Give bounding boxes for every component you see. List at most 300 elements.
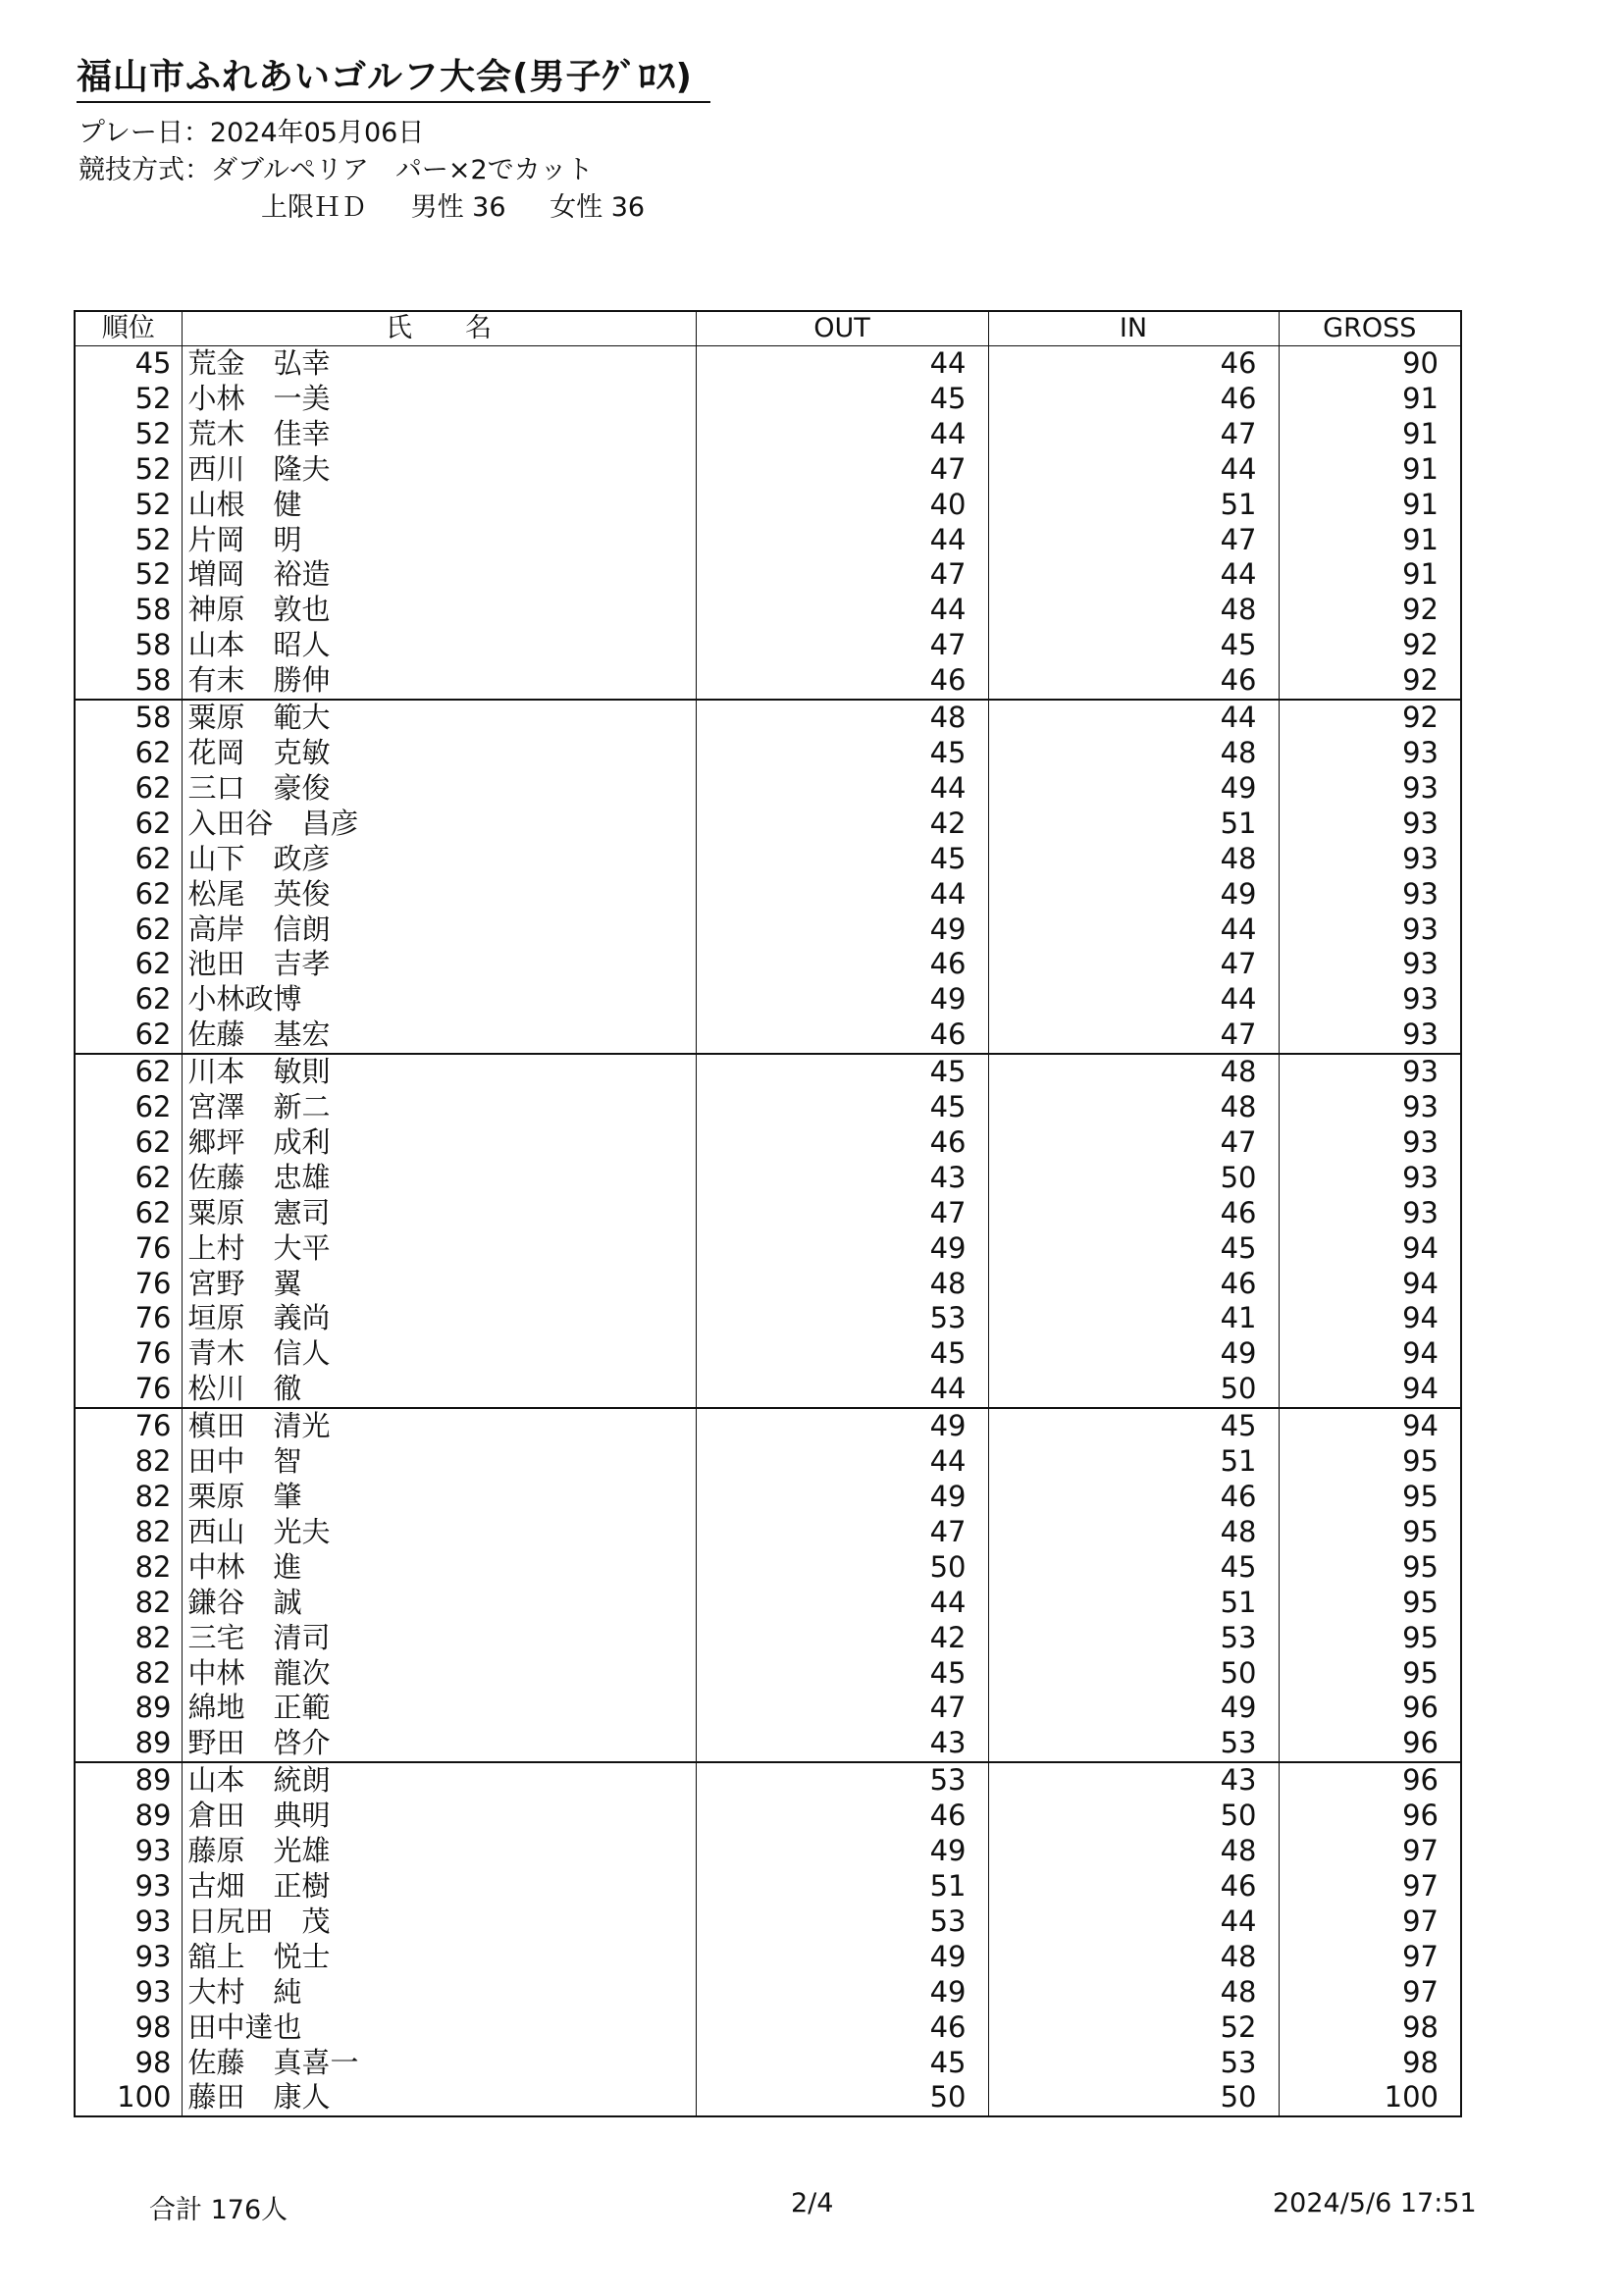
cell-gross: 94 <box>1279 1267 1461 1302</box>
cell-gross: 92 <box>1279 663 1461 700</box>
handicap-limit-female: 女性 36 <box>550 192 646 223</box>
cell-out: 44 <box>696 1444 988 1480</box>
header-name: 氏 名 <box>182 311 696 346</box>
cell-name: 佐藤 基宏 <box>182 1018 696 1054</box>
cell-name: 高岸 信朗 <box>182 913 696 948</box>
cell-name: 松尾 英俊 <box>182 877 696 913</box>
cell-in: 44 <box>988 700 1279 736</box>
handicap-limit-line <box>261 190 680 226</box>
cell-gross: 96 <box>1279 1799 1461 1834</box>
table-row <box>75 1301 1461 1336</box>
cell-gross: 97 <box>1279 1834 1461 1869</box>
table-row <box>75 1834 1461 1869</box>
cell-gross: 95 <box>1279 1656 1461 1692</box>
cell-in: 43 <box>988 1762 1279 1799</box>
cell-out: 53 <box>696 1301 988 1336</box>
cell-rank: 62 <box>75 877 182 913</box>
cell-gross: 93 <box>1279 736 1461 771</box>
table-row <box>75 1691 1461 1726</box>
cell-gross: 95 <box>1279 1586 1461 1621</box>
cell-rank: 58 <box>75 663 182 700</box>
cell-gross: 93 <box>1279 807 1461 842</box>
table-row <box>75 1054 1461 1090</box>
cell-out: 47 <box>696 1691 988 1726</box>
cell-rank: 93 <box>75 1975 182 2010</box>
cell-gross: 91 <box>1279 523 1461 558</box>
cell-name: 宮澤 新二 <box>182 1090 696 1125</box>
cell-gross: 97 <box>1279 1940 1461 1975</box>
cell-gross: 92 <box>1279 700 1461 736</box>
cell-out: 44 <box>696 346 988 382</box>
cell-name: 川本 敏則 <box>182 1054 696 1090</box>
cell-out: 49 <box>696 1231 988 1267</box>
cell-out: 45 <box>696 1054 988 1090</box>
cell-in: 44 <box>988 913 1279 948</box>
cell-name: 粟原 憲司 <box>182 1196 696 1231</box>
cell-name: 佐藤 真喜一 <box>182 2046 696 2081</box>
cell-rank: 45 <box>75 346 182 382</box>
cell-name: 山下 政彦 <box>182 842 696 877</box>
cell-in: 45 <box>988 1231 1279 1267</box>
table-header-row <box>75 311 1461 346</box>
cell-name: 郷坪 成利 <box>182 1125 696 1161</box>
cell-out: 44 <box>696 593 988 628</box>
cell-gross: 96 <box>1279 1691 1461 1726</box>
cell-rank: 82 <box>75 1621 182 1656</box>
cell-gross: 97 <box>1279 1975 1461 2010</box>
cell-gross: 93 <box>1279 913 1461 948</box>
cell-in: 50 <box>988 1161 1279 1196</box>
cell-gross: 95 <box>1279 1480 1461 1515</box>
cell-out: 45 <box>696 1090 988 1125</box>
cell-rank: 82 <box>75 1550 182 1586</box>
cell-rank: 62 <box>75 1196 182 1231</box>
cell-out: 45 <box>696 736 988 771</box>
cell-gross: 93 <box>1279 947 1461 982</box>
cell-out: 43 <box>696 1161 988 1196</box>
cell-name: 山根 健 <box>182 488 696 523</box>
table-row <box>75 1550 1461 1586</box>
cell-out: 44 <box>696 771 988 807</box>
cell-name: 増岡 裕造 <box>182 557 696 593</box>
cell-name: 松川 徹 <box>182 1372 696 1408</box>
cell-name: 花岡 克敏 <box>182 736 696 771</box>
table-row <box>75 2046 1461 2081</box>
cell-name: 入田谷 昌彦 <box>182 807 696 842</box>
cell-name: 鎌谷 誠 <box>182 1586 696 1621</box>
cell-out: 49 <box>696 1975 988 2010</box>
cell-out: 46 <box>696 947 988 982</box>
cell-out: 49 <box>696 913 988 948</box>
cell-out: 44 <box>696 417 988 452</box>
cell-rank: 89 <box>75 1799 182 1834</box>
cell-rank: 62 <box>75 982 182 1018</box>
cell-out: 44 <box>696 1372 988 1408</box>
cell-gross: 93 <box>1279 982 1461 1018</box>
cell-in: 52 <box>988 2010 1279 2046</box>
cell-out: 47 <box>696 452 988 488</box>
cell-rank: 58 <box>75 593 182 628</box>
cell-out: 49 <box>696 1408 988 1444</box>
cell-out: 44 <box>696 1586 988 1621</box>
cell-in: 49 <box>988 1336 1279 1372</box>
table-row <box>75 1515 1461 1550</box>
cell-rank: 98 <box>75 2010 182 2046</box>
cell-out: 50 <box>696 1550 988 1586</box>
cell-gross: 93 <box>1279 1054 1461 1090</box>
cell-gross: 97 <box>1279 1905 1461 1940</box>
cell-out: 45 <box>696 1336 988 1372</box>
cell-gross: 91 <box>1279 488 1461 523</box>
cell-in: 48 <box>988 1054 1279 1090</box>
table-row <box>75 842 1461 877</box>
table-row <box>75 593 1461 628</box>
cell-gross: 93 <box>1279 1125 1461 1161</box>
cell-out: 46 <box>696 1125 988 1161</box>
cell-out: 45 <box>696 2046 988 2081</box>
cell-in: 46 <box>988 1480 1279 1515</box>
table-row <box>75 1975 1461 2010</box>
table-row <box>75 913 1461 948</box>
cell-gross: 93 <box>1279 771 1461 807</box>
play-date: プレー日：2024年05月06日 <box>79 118 425 148</box>
cell-rank: 52 <box>75 452 182 488</box>
cell-gross: 97 <box>1279 1869 1461 1905</box>
table-row <box>75 1621 1461 1656</box>
cell-rank: 89 <box>75 1762 182 1799</box>
cell-out: 49 <box>696 1834 988 1869</box>
cell-gross: 93 <box>1279 1161 1461 1196</box>
cell-rank: 82 <box>75 1656 182 1692</box>
cell-in: 44 <box>988 1905 1279 1940</box>
cell-gross: 95 <box>1279 1515 1461 1550</box>
cell-out: 50 <box>696 2080 988 2116</box>
cell-name: 垣原 義尚 <box>182 1301 696 1336</box>
handicap-limit-label: 上限ＨＤ <box>261 192 367 223</box>
table-row <box>75 1762 1461 1799</box>
cell-name: 青木 信人 <box>182 1336 696 1372</box>
cell-out: 46 <box>696 1799 988 1834</box>
cell-in: 47 <box>988 523 1279 558</box>
results-body <box>75 346 1461 2117</box>
header-gross: GROSS <box>1279 311 1461 346</box>
cell-rank: 62 <box>75 913 182 948</box>
cell-out: 48 <box>696 700 988 736</box>
cell-out: 44 <box>696 877 988 913</box>
cell-rank: 62 <box>75 1161 182 1196</box>
table-row <box>75 1940 1461 1975</box>
cell-name: 槙田 清光 <box>182 1408 696 1444</box>
cell-rank: 93 <box>75 1940 182 1975</box>
cell-in: 45 <box>988 628 1279 663</box>
footer-total: 合計 176人 <box>149 2195 288 2225</box>
cell-name: 三口 豪俊 <box>182 771 696 807</box>
footer-page-number: 2/4 <box>791 2188 834 2218</box>
cell-name: 片岡 明 <box>182 523 696 558</box>
table-row <box>75 1408 1461 1444</box>
cell-in: 46 <box>988 1196 1279 1231</box>
cell-rank: 52 <box>75 417 182 452</box>
cell-name: 宮野 翼 <box>182 1267 696 1302</box>
table-row <box>75 1444 1461 1480</box>
cell-out: 48 <box>696 1267 988 1302</box>
cell-rank: 76 <box>75 1267 182 1302</box>
cell-name: 日尻田 茂 <box>182 1905 696 1940</box>
cell-rank: 82 <box>75 1515 182 1550</box>
cell-rank: 52 <box>75 557 182 593</box>
cell-gross: 94 <box>1279 1301 1461 1336</box>
cell-in: 48 <box>988 1090 1279 1125</box>
cell-name: 舘上 悦士 <box>182 1940 696 1975</box>
cell-rank: 93 <box>75 1869 182 1905</box>
table-row <box>75 947 1461 982</box>
table-row <box>75 877 1461 913</box>
footer-printed-at: 2024/5/6 17:51 <box>1273 2188 1477 2218</box>
cell-in: 48 <box>988 736 1279 771</box>
cell-out: 49 <box>696 1940 988 1975</box>
cell-gross: 95 <box>1279 1621 1461 1656</box>
cell-out: 44 <box>696 523 988 558</box>
cell-gross: 94 <box>1279 1408 1461 1444</box>
table-row <box>75 346 1461 382</box>
cell-in: 48 <box>988 1940 1279 1975</box>
table-row <box>75 452 1461 488</box>
header-out: OUT <box>696 311 988 346</box>
cell-gross: 92 <box>1279 593 1461 628</box>
cell-out: 47 <box>696 1515 988 1550</box>
cell-in: 51 <box>988 1586 1279 1621</box>
cell-out: 42 <box>696 807 988 842</box>
cell-in: 50 <box>988 2080 1279 2116</box>
cell-gross: 98 <box>1279 2010 1461 2046</box>
cell-in: 46 <box>988 663 1279 700</box>
cell-in: 51 <box>988 488 1279 523</box>
cell-rank: 52 <box>75 488 182 523</box>
cell-in: 53 <box>988 1621 1279 1656</box>
results-table <box>74 310 1462 2117</box>
cell-in: 46 <box>988 382 1279 417</box>
cell-in: 41 <box>988 1301 1279 1336</box>
cell-name: 有末 勝伸 <box>182 663 696 700</box>
table-row <box>75 417 1461 452</box>
cell-rank: 62 <box>75 1054 182 1090</box>
cell-name: 栗原 肇 <box>182 1480 696 1515</box>
cell-rank: 62 <box>75 947 182 982</box>
header-rank: 順位 <box>75 311 182 346</box>
table-row <box>75 1090 1461 1125</box>
table-row <box>75 2080 1461 2116</box>
cell-in: 48 <box>988 1834 1279 1869</box>
cell-in: 53 <box>988 2046 1279 2081</box>
table-row <box>75 1336 1461 1372</box>
table-row <box>75 1799 1461 1834</box>
cell-in: 45 <box>988 1550 1279 1586</box>
cell-gross: 94 <box>1279 1372 1461 1408</box>
cell-out: 51 <box>696 1869 988 1905</box>
table-row <box>75 736 1461 771</box>
table-row <box>75 1196 1461 1231</box>
header-in: IN <box>988 311 1279 346</box>
cell-gross: 96 <box>1279 1726 1461 1762</box>
cell-in: 48 <box>988 1515 1279 1550</box>
cell-rank: 76 <box>75 1301 182 1336</box>
table-row <box>75 807 1461 842</box>
cell-name: 池田 吉孝 <box>182 947 696 982</box>
handicap-limit-male: 男性 36 <box>410 192 506 223</box>
cell-gross: 95 <box>1279 1444 1461 1480</box>
cell-name: 藤田 康人 <box>182 2080 696 2116</box>
cell-out: 45 <box>696 1656 988 1692</box>
cell-in: 46 <box>988 1267 1279 1302</box>
cell-in: 50 <box>988 1656 1279 1692</box>
cell-in: 50 <box>988 1372 1279 1408</box>
cell-out: 46 <box>696 2010 988 2046</box>
cell-name: 綿地 正範 <box>182 1691 696 1726</box>
cell-out: 45 <box>696 382 988 417</box>
cell-rank: 76 <box>75 1336 182 1372</box>
cell-name: 小林政博 <box>182 982 696 1018</box>
cell-rank: 89 <box>75 1691 182 1726</box>
cell-out: 47 <box>696 628 988 663</box>
cell-rank: 100 <box>75 2080 182 2116</box>
cell-out: 53 <box>696 1762 988 1799</box>
table-row <box>75 1480 1461 1515</box>
cell-in: 49 <box>988 771 1279 807</box>
table-row <box>75 663 1461 700</box>
cell-out: 53 <box>696 1905 988 1940</box>
cell-gross: 94 <box>1279 1336 1461 1372</box>
cell-rank: 93 <box>75 1834 182 1869</box>
table-row <box>75 1125 1461 1161</box>
table-row <box>75 2010 1461 2046</box>
cell-in: 47 <box>988 417 1279 452</box>
cell-gross: 93 <box>1279 1196 1461 1231</box>
cell-gross: 96 <box>1279 1762 1461 1799</box>
cell-name: 佐藤 忠雄 <box>182 1161 696 1196</box>
cell-rank: 76 <box>75 1231 182 1267</box>
table-row <box>75 1161 1461 1196</box>
cell-name: 荒金 弘幸 <box>182 346 696 382</box>
table-row <box>75 1905 1461 1940</box>
table-row <box>75 1869 1461 1905</box>
cell-in: 45 <box>988 1408 1279 1444</box>
document-title: 福山市ふれあいゴルフ大会(男子ｸﾞﾛｽ) <box>77 49 710 103</box>
cell-in: 46 <box>988 346 1279 382</box>
cell-gross: 90 <box>1279 346 1461 382</box>
cell-name: 小林 一美 <box>182 382 696 417</box>
cell-in: 44 <box>988 452 1279 488</box>
table-row <box>75 523 1461 558</box>
cell-rank: 82 <box>75 1586 182 1621</box>
cell-name: 西山 光夫 <box>182 1515 696 1550</box>
cell-in: 48 <box>988 593 1279 628</box>
cell-name: 山本 統朗 <box>182 1762 696 1799</box>
cell-gross: 91 <box>1279 382 1461 417</box>
cell-rank: 62 <box>75 807 182 842</box>
cell-out: 46 <box>696 663 988 700</box>
cell-in: 49 <box>988 877 1279 913</box>
cell-out: 42 <box>696 1621 988 1656</box>
table-row <box>75 771 1461 807</box>
cell-in: 53 <box>988 1726 1279 1762</box>
cell-rank: 62 <box>75 1090 182 1125</box>
cell-gross: 98 <box>1279 2046 1461 2081</box>
table-row <box>75 1656 1461 1692</box>
table-row <box>75 982 1461 1018</box>
cell-rank: 89 <box>75 1726 182 1762</box>
cell-name: 藤原 光雄 <box>182 1834 696 1869</box>
cell-name: 田中達也 <box>182 2010 696 2046</box>
cell-gross: 91 <box>1279 557 1461 593</box>
cell-gross: 93 <box>1279 1018 1461 1054</box>
cell-name: 三宅 清司 <box>182 1621 696 1656</box>
cell-name: 倉田 典明 <box>182 1799 696 1834</box>
cell-rank: 52 <box>75 382 182 417</box>
cell-in: 48 <box>988 842 1279 877</box>
cell-rank: 52 <box>75 523 182 558</box>
table-row <box>75 1267 1461 1302</box>
table-row <box>75 1372 1461 1408</box>
table-row <box>75 557 1461 593</box>
cell-name: 西川 隆夫 <box>182 452 696 488</box>
cell-gross: 91 <box>1279 417 1461 452</box>
cell-rank: 62 <box>75 1018 182 1054</box>
cell-in: 51 <box>988 1444 1279 1480</box>
cell-rank: 62 <box>75 736 182 771</box>
cell-rank: 58 <box>75 628 182 663</box>
cell-gross: 93 <box>1279 842 1461 877</box>
cell-name: 中林 進 <box>182 1550 696 1586</box>
cell-out: 46 <box>696 1018 988 1054</box>
cell-gross: 93 <box>1279 1090 1461 1125</box>
cell-rank: 76 <box>75 1372 182 1408</box>
cell-name: 古畑 正樹 <box>182 1869 696 1905</box>
cell-in: 50 <box>988 1799 1279 1834</box>
cell-name: 山本 昭人 <box>182 628 696 663</box>
cell-rank: 62 <box>75 1125 182 1161</box>
cell-rank: 82 <box>75 1480 182 1515</box>
cell-name: 粟原 範大 <box>182 700 696 736</box>
table-row <box>75 1586 1461 1621</box>
cell-name: 中林 龍次 <box>182 1656 696 1692</box>
cell-name: 神原 敦也 <box>182 593 696 628</box>
table-row <box>75 1231 1461 1267</box>
cell-rank: 98 <box>75 2046 182 2081</box>
cell-rank: 58 <box>75 700 182 736</box>
table-row <box>75 1726 1461 1762</box>
cell-in: 48 <box>988 1975 1279 2010</box>
cell-rank: 82 <box>75 1444 182 1480</box>
cell-gross: 93 <box>1279 877 1461 913</box>
cell-out: 47 <box>696 557 988 593</box>
cell-in: 49 <box>988 1691 1279 1726</box>
table-row <box>75 488 1461 523</box>
cell-in: 51 <box>988 807 1279 842</box>
table-row <box>75 628 1461 663</box>
cell-name: 野田 啓介 <box>182 1726 696 1762</box>
cell-rank: 76 <box>75 1408 182 1444</box>
cell-name: 荒木 佳幸 <box>182 417 696 452</box>
cell-in: 47 <box>988 947 1279 982</box>
cell-gross: 95 <box>1279 1550 1461 1586</box>
table-row <box>75 700 1461 736</box>
cell-gross: 100 <box>1279 2080 1461 2116</box>
cell-out: 49 <box>696 982 988 1018</box>
table-row <box>75 1018 1461 1054</box>
cell-out: 40 <box>696 488 988 523</box>
cell-in: 44 <box>988 557 1279 593</box>
cell-out: 43 <box>696 1726 988 1762</box>
